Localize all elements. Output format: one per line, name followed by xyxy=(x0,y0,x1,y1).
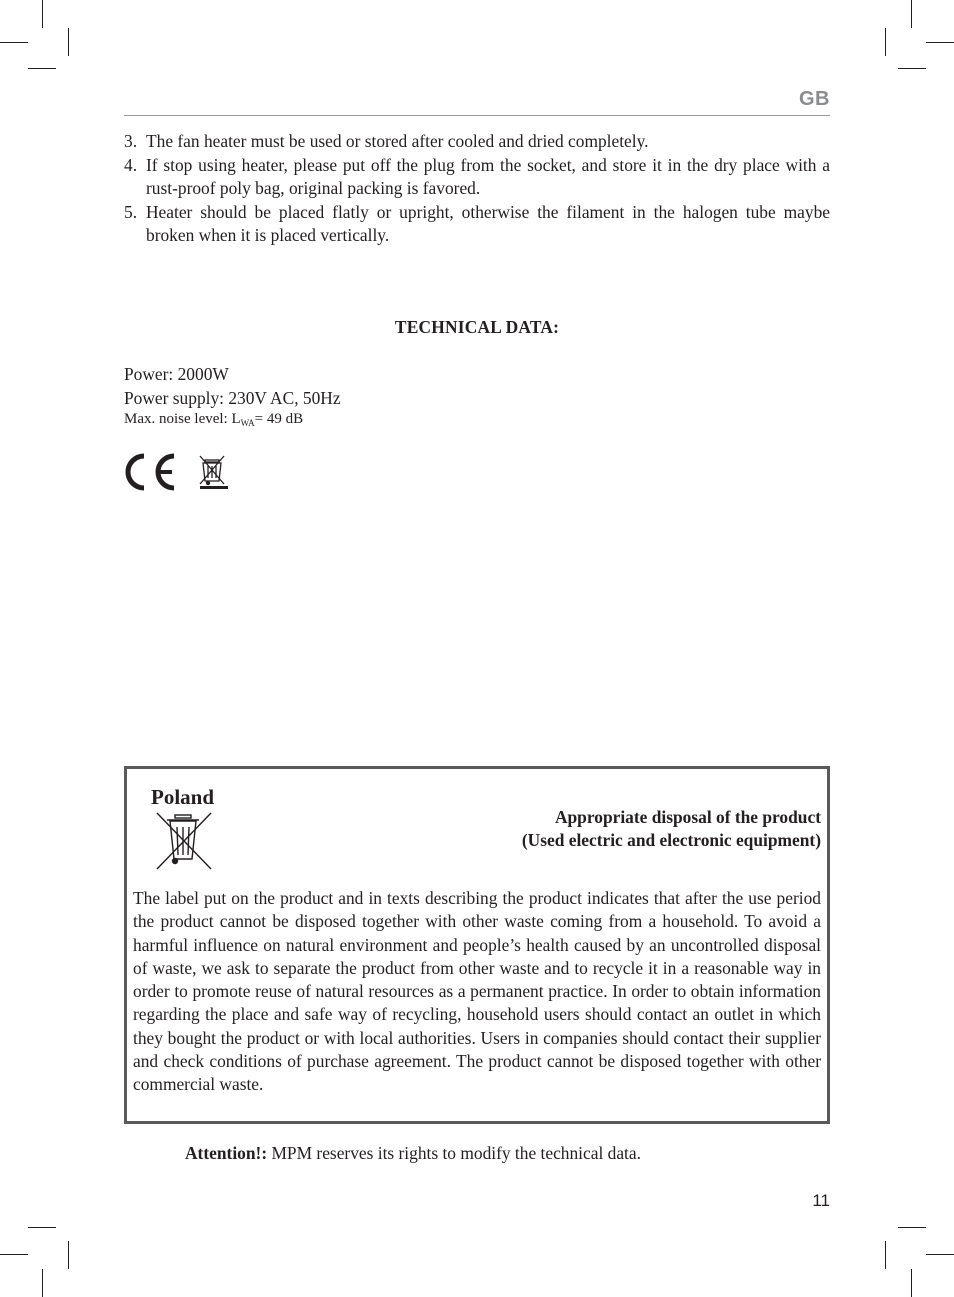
bin-svg xyxy=(155,811,213,871)
attention-note xyxy=(185,1143,641,1164)
item-number: 3. xyxy=(124,131,138,151)
crop-mark xyxy=(28,1227,56,1228)
certification-marks xyxy=(124,452,234,492)
crop-mark xyxy=(68,1241,69,1269)
noise-level-spec xyxy=(124,411,303,428)
power-supply-spec: Power supply: 230V AC, 50Hz xyxy=(124,388,341,408)
list-item xyxy=(124,130,830,154)
item-text: The fan heater must be used or stored after cooled and dried completely. xyxy=(146,131,649,151)
item-number: 4. xyxy=(124,154,138,175)
disposal-info-box xyxy=(124,766,830,1124)
disposal-title-line1: Appropriate disposal of the product xyxy=(554,807,821,827)
item-text: If stop using heater, please put off the plug from the socket, and store it in the dry place with a rust-proof poly bag, original packing is favored. xyxy=(146,154,830,198)
crop-mark xyxy=(885,28,886,56)
noise-prefix: Max. noise level: L xyxy=(124,411,241,427)
disposal-body: The label put on the product and in texts describing the product indicates that after the use period the product cannot be disposed together with other waste coming from a household. To avoid a harmful influence on natural environment and people’s health caused by an uncontrolled disposal of waste, we ask to separate the product from other waste and to recycle it in a reasonable way in order to promote reuse of natural resources as a permanent practice. In order to obtain information regarding the place and safe way of recycling, household users should contact an outlet in which they bought the product or with local authorities. Users in companies should contact their supplier and check conditions of purchase agreement. The product cannot be disposed together with other commercial waste. xyxy=(133,888,821,1095)
crop-mark xyxy=(911,0,912,28)
crop-mark xyxy=(42,0,43,28)
crop-mark xyxy=(926,1254,954,1255)
crop-mark xyxy=(885,1241,886,1269)
crop-mark xyxy=(898,68,926,69)
ce-mark-icon xyxy=(128,456,174,488)
crop-mark xyxy=(42,1269,43,1297)
crossed-bin-icon xyxy=(200,456,228,489)
crop-mark xyxy=(911,1269,912,1297)
crop-mark xyxy=(28,68,56,69)
list-item xyxy=(124,201,830,248)
crop-mark xyxy=(926,42,954,43)
disposal-title xyxy=(522,806,821,852)
attention-label: Attention!: xyxy=(185,1143,268,1163)
item-text: Heater should be placed flatly or upright, otherwise the filament in the halogen tube maybe broken when it is placed vertically. xyxy=(146,201,830,245)
country-label: Poland xyxy=(151,785,215,809)
crossed-bin-icon xyxy=(155,811,213,871)
language-code: GB xyxy=(799,88,830,110)
disposal-title-line2: (Used electric and electronic equipment) xyxy=(521,830,821,850)
page-number: 11 xyxy=(812,1191,830,1210)
power-spec: Power: 2000W xyxy=(124,364,229,384)
technical-data-title: TECHNICAL DATA: xyxy=(394,317,560,337)
item-number: 5. xyxy=(124,201,138,222)
noise-value: = 49 dB xyxy=(254,411,304,427)
crop-mark xyxy=(68,28,69,56)
crop-mark xyxy=(0,1254,28,1255)
attention-text: MPM reserves its rights to modify the technical data. xyxy=(271,1143,641,1163)
header-rule xyxy=(124,115,830,116)
noise-subscript: WA xyxy=(240,418,255,428)
list-item xyxy=(124,154,830,201)
crop-mark xyxy=(898,1227,926,1228)
crop-mark xyxy=(0,42,28,43)
marks-svg xyxy=(124,452,234,492)
instruction-list xyxy=(124,130,830,248)
